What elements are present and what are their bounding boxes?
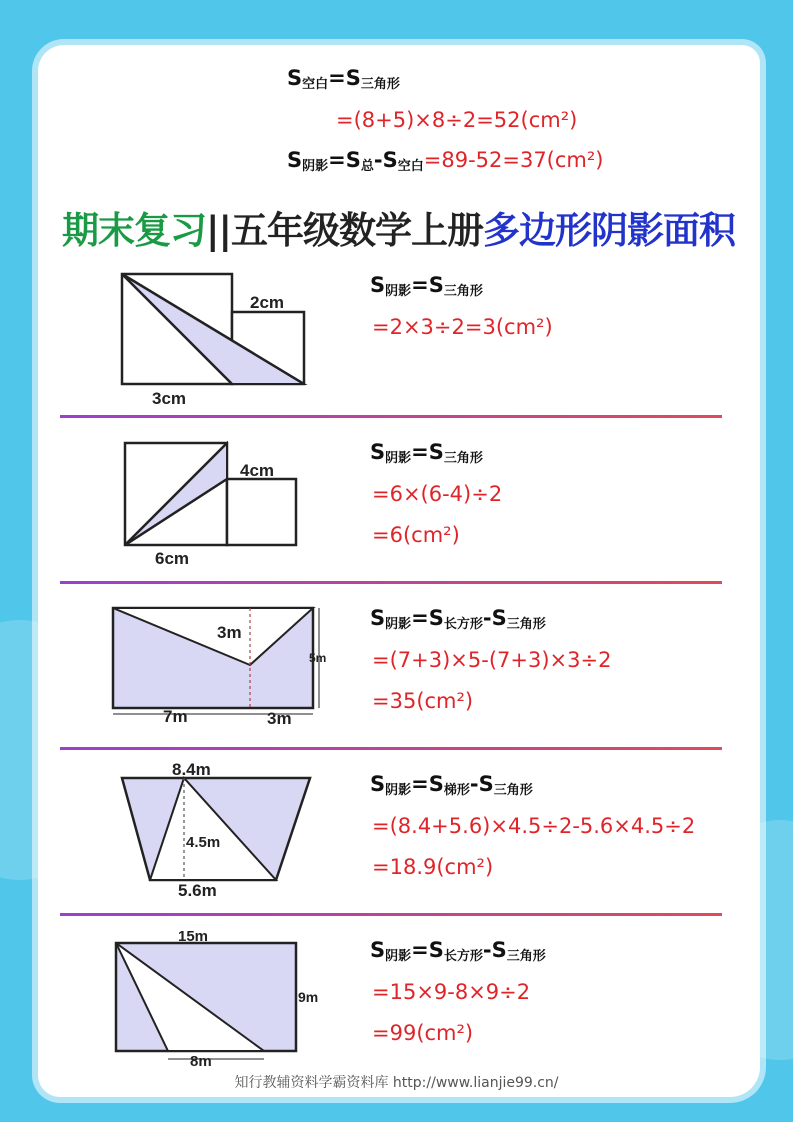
top-formula-line-3: $S_{阴影}=S_总-S_{空白}=89-52=37(cm^2)$ (287, 148, 604, 174)
problem-1-formula: $S_{阴影}=S_{三角形}$ (370, 273, 483, 299)
figure-3-label-height: 3m (217, 623, 242, 642)
figure-3-label-side: 5m (309, 651, 327, 665)
figure-1-label-top: 2cm (250, 293, 285, 312)
problem-5-step-1: =15×9-8×9÷2 (372, 980, 531, 1004)
problem-4-step-2: =18.9(cm²) (372, 855, 494, 879)
section-divider (60, 747, 722, 750)
footer-watermark: 知行教辅资料学霸资料库 http://www.lianjie99.cn/ (234, 1075, 559, 1091)
problem-3-step-1: =(7+3)×5-(7+3)×3÷2 (372, 648, 612, 672)
problem-2-formula: $S_{阴影}=S_{三角形}$ (370, 440, 483, 466)
figure-4-label-top: 8.4m (172, 760, 211, 779)
figure-5-label-bottom: 8m (190, 1053, 212, 1070)
figure-4-label-bottom: 5.6m (178, 881, 217, 900)
figure-5 (108, 926, 338, 1072)
top-formula-line-2: =(8+5)×8÷2=52(cm²) (336, 108, 578, 132)
problem-3-step-2: =35(cm²) (372, 689, 474, 713)
figure-1 (100, 268, 320, 410)
page-title: 期末复习||五年级数学上册多边形阴影面积 (62, 209, 736, 252)
problem-5-formula: $S_{阴影}=S_{长方形}-S_{三角形}$ (370, 938, 546, 964)
figure-4 (110, 758, 330, 900)
problem-2-step-1: =6×(6-4)÷2 (372, 482, 503, 506)
figure-5-label-top: 15m (178, 928, 209, 945)
figure-3-label-right: 3m (267, 709, 292, 728)
figure-2-label-bottom: 6cm (155, 549, 190, 568)
problem-2-step-2: =6(cm²) (372, 523, 460, 547)
section-divider (60, 913, 722, 916)
problem-4-formula: $S_{阴影}=S_{梯形}-S_{三角形}$ (370, 772, 533, 798)
figure-3-label-left: 7m (163, 707, 188, 726)
section-divider (60, 415, 722, 418)
problem-5-step-2: =99(cm²) (372, 1021, 474, 1045)
top-formula-line-1: $S_{空白}=S_{三角形}$ (287, 66, 400, 92)
figure-2 (110, 436, 310, 570)
section-divider (60, 581, 722, 584)
figure-4-label-height: 4.5m (186, 834, 221, 851)
figure-2-label-top: 4cm (240, 461, 275, 480)
problem-1-step-1: =2×3÷2=3(cm²) (372, 315, 553, 339)
figure-1-label-bottom: 3cm (152, 389, 187, 408)
problem-4-step-1: =(8.4+5.6)×4.5÷2-5.6×4.5÷2 (372, 814, 696, 838)
figure-5-label-side: 9m (298, 989, 319, 1005)
problem-3-formula: $S_{阴影}=S_{长方形}-S_{三角形}$ (370, 606, 546, 632)
figure-3 (105, 600, 345, 730)
